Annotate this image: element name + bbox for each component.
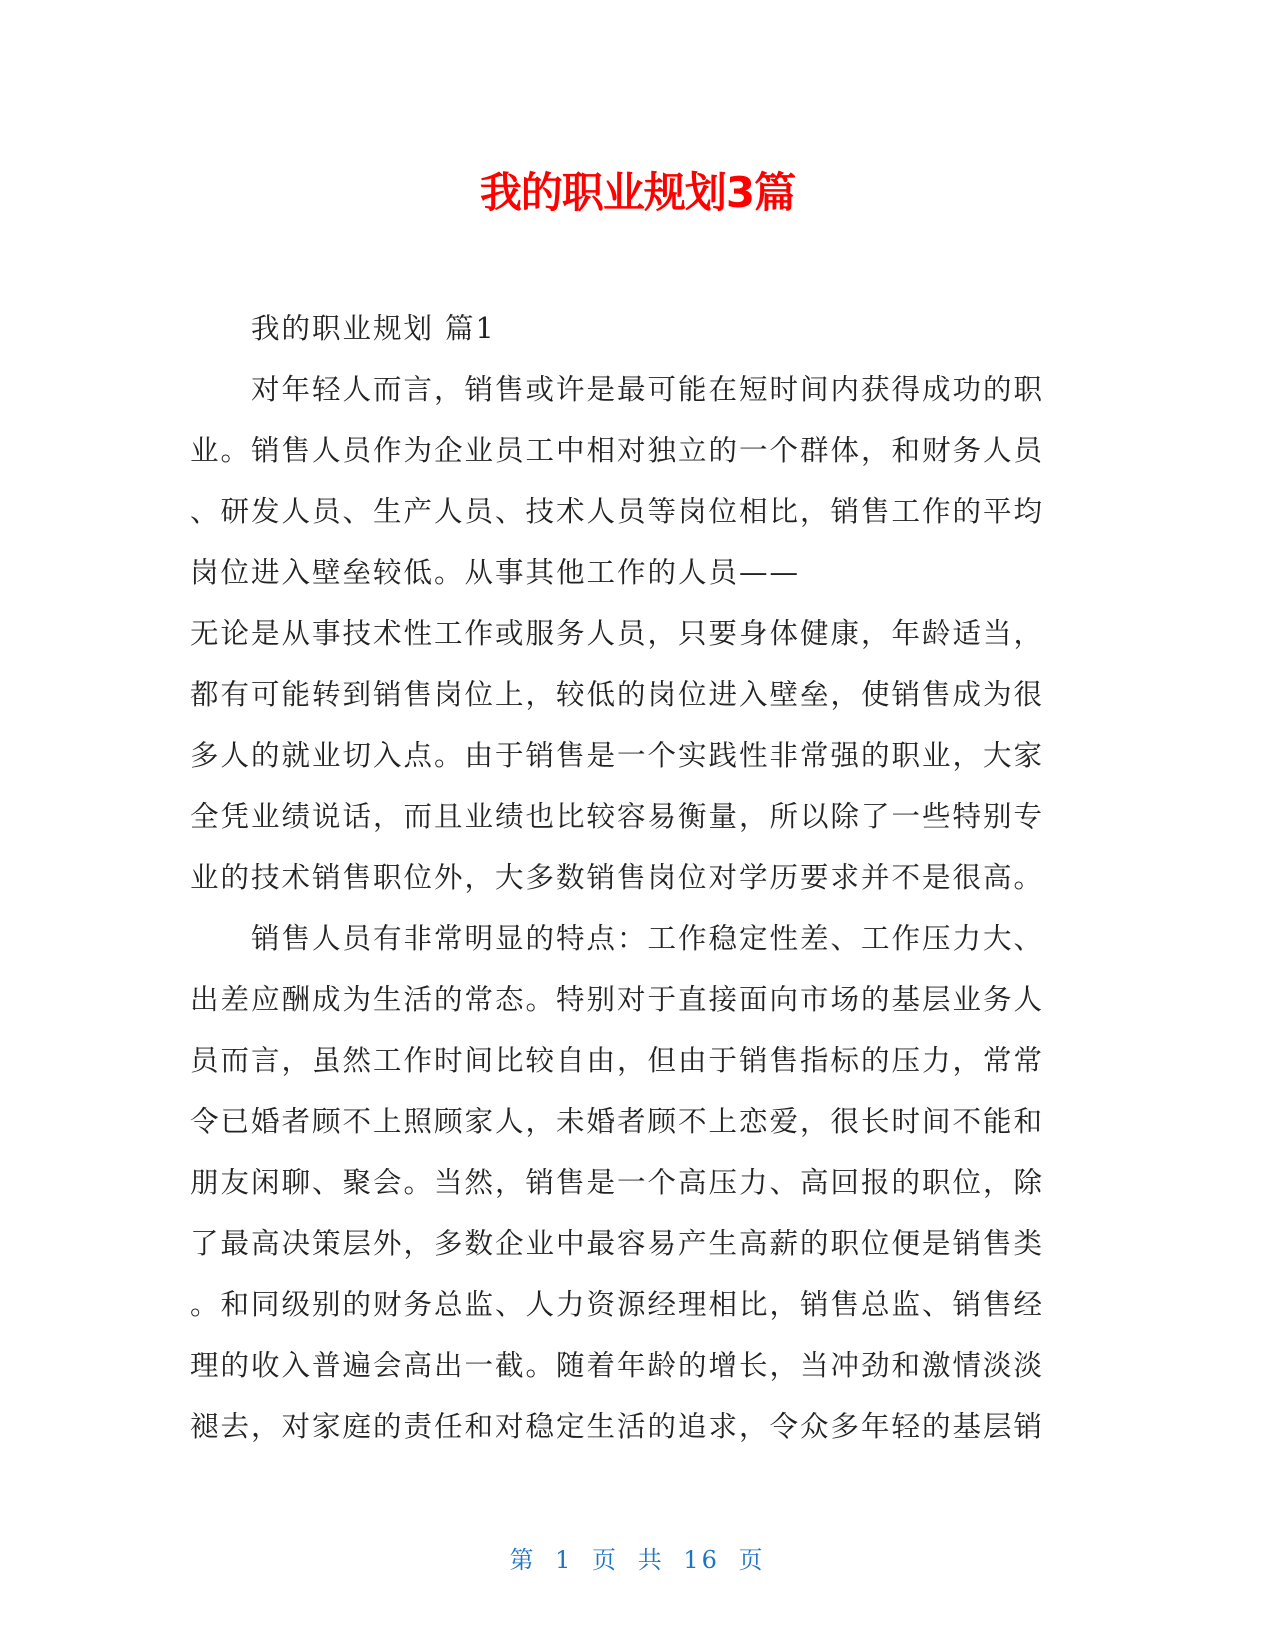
text-line: 都有可能转到销售岗位上，较低的岗位进入壁垒，使销售成为很 [190,678,1045,711]
document-body [190,298,1068,1457]
page-footer [0,1540,1275,1575]
text-line: 褪去，对家庭的责任和对稳定生活的追求，令众多年轻的基层销 [190,1410,1045,1443]
text-line: 多人的就业切入点。由于销售是一个实践性非常强的职业，大家 [190,739,1045,772]
text-line: 朋友闲聊、聚会。当然，销售是一个高压力、高回报的职位，除 [190,1166,1045,1199]
page-label: 第 [509,1546,537,1574]
text-line: 全凭业绩说话，而且业绩也比较容易衡量，所以除了一些特别专 [190,800,1045,833]
page-unit: 页 [592,1546,620,1574]
text-line: 、研发人员、生产人员、技术人员等岗位相比，销售工作的平均 [190,495,1045,528]
text-line: 我的职业规划 篇1 [251,312,496,345]
page-title: 我的职业规划3篇 [479,168,796,217]
text-line: 出差应酬成为生活的常态。特别对于直接面向市场的基层业务人 [190,983,1045,1016]
text-line: 了最高决策层外，多数企业中最容易产生高薪的职位便是销售类 [190,1227,1045,1260]
text-line: 员而言，虽然工作时间比较自由，但由于销售指标的压力，常常 [190,1044,1045,1077]
text-line: 销售人员有非常明显的特点：工作稳定性差、工作压力大、 [251,922,1045,955]
total-pages: 16 [683,1546,720,1574]
text-line: 令已婚者顾不上照顾家人，未婚者顾不上恋爱，很长时间不能和 [190,1105,1045,1138]
text-line: 理的收入普遍会高出一截。随着年龄的增长，当冲劲和激情淡淡 [190,1349,1045,1382]
text-line: 业。销售人员作为企业员工中相对独立的一个群体，和财务人员 [190,434,1045,467]
total-unit: 页 [738,1546,766,1574]
text-line: 对年轻人而言，销售或许是最可能在短时间内获得成功的职 [251,373,1045,406]
text-line: 。和同级别的财务总监、人力资源经理相比，销售总监、销售经 [190,1288,1045,1321]
text-line: 岗位进入壁垒较低。从事其他工作的人员—— [190,556,801,589]
text-line: 无论是从事技术性工作或服务人员，只要身体健康，年龄适当， [190,617,1045,650]
page-number: 1 [555,1546,574,1574]
text-line: 业的技术销售职位外，大多数销售岗位对学历要求并不是很高。 [190,861,1045,894]
total-label: 共 [637,1546,665,1574]
